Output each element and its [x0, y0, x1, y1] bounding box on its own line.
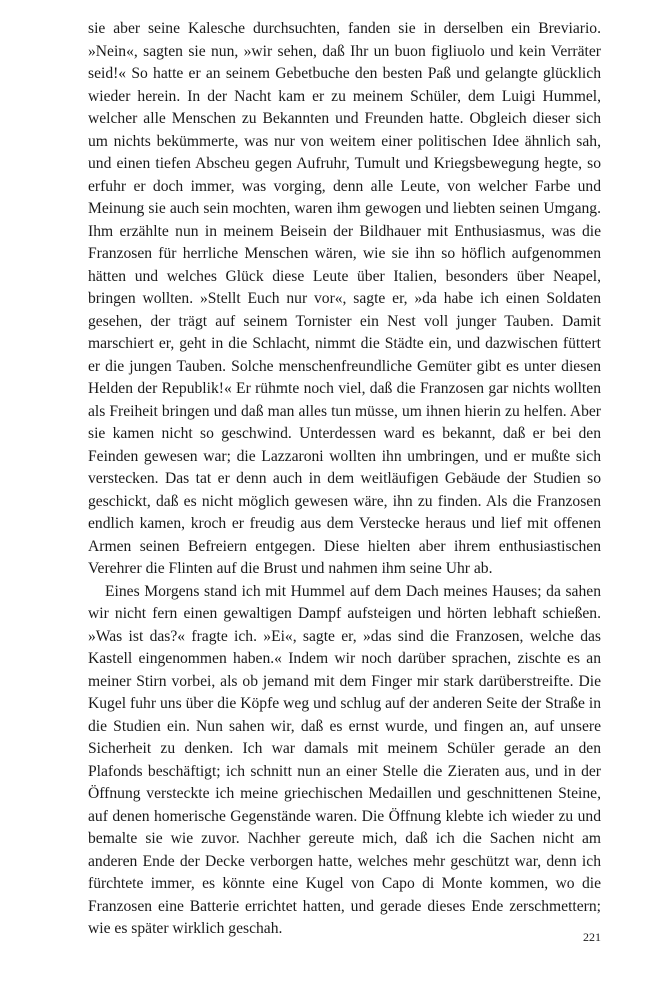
paragraph-2: Eines Morgens stand ich mit Hummel auf dem Dach meines Hauses; da sahen wir nicht fern einen gewaltigen Dampf aufsteigen und hörten lebhaft schießen. »Was ist das?« fragte ich. »Ei«, sagte er, »das sind die Franzosen, welche das Kastell eingenommen haben.« Indem wir noch darüber sprachen, zischte es an meiner Stirn vorbei, als ob jemand mit dem Finger mir stark darüberstreifte. Die Kugel fuhr uns über die Köpfe weg und schlug auf der anderen Seite der Straße in die Studien ein. Nun sahen wir, daß es ernst wurde, und fingen an, auf unsere Sicherheit zu denken. Ich war damals mit meinem Schüler gerade an den Plafonds beschäftigt; ich schnitt nun an einer Stelle die Zieraten aus, und in der Öffnung versteckte ich meine griechischen Medaillen und geschnittenen Steine, auf denen homerische Gegenstände waren. Die Öffnung klebte ich wieder zu und bemalte sie wie zuvor. Nachher gereute mich, daß ich die Sachen nicht am anderen Ende der Decke verborgen hatte, welches mehr geschützt war, denn ich fürchtete immer, es könnte eine Kugel von Capo di Monte kommen, wo die Franzosen eine Batterie errichtet hatten, und gerade dieses Ende zerschmettern; wie es später wirklich geschah.	[88, 582, 601, 937]
page-body	[88, 18, 601, 941]
page-number: 221	[583, 930, 601, 944]
paragraph-1: sie aber seine Kalesche durchsuchten, fanden sie in derselben ein Breviario. »Nein«, sagten sie nun, »wir sehen, daß Ihr un buon figliuolo und kein Verräter seid!« So hatte er an seinem Gebetbuche den besten Paß und gelangte glücklich wieder herein. In der Nacht kam er zu meinem Schüler, dem Luigi Hummel, welcher alle Menschen zu Bekannten und Freunden hatte. Obgleich dieser sich um nichts bekümmerte, was nur von weitem einer politischen Idee ähnlich sah, und einen tiefen Abscheu gegen Aufruhr, Tumult und Kriegsbewegung hegte, so erfuhr er doch immer, was vorging, denn alle Leute, von welcher Farbe und Meinung sie auch sein mochten, waren ihm gewogen und liebten seinen Umgang. Ihm erzählte nun in meinem Beisein der Bildhauer mit Enthusiasmus, was die Franzosen für herrliche Menschen wären, wie sie ihn so höflich aufgenommen hätten und welches Glück diese Leute über Italien, besonders über Neapel, bringen wollten. »Stellt Euch nur vor«, sagte er, »da habe ich einen Soldaten gesehen, der trägt auf seinem Tornister ein Nest voll junger Tauben. Damit marschiert er, geht in die Schlacht, nimmt die Städte ein, und dazwischen füttert er die jungen Tauben. Solche menschenfreundliche Gemüter gibt es unter diesen Helden der Republik!« Er rühmte noch viel, daß die Franzosen gar nichts wollten als Freiheit bringen und daß man alles tun müsse, um ihnen hierin zu helfen. Aber sie kamen nicht so geschwind. Unterdessen ward es bekannt, daß er bei den Feinden gewesen war; die Lazzaroni wollten ihn umbringen, und er mußte sich verstecken. Das tat er denn auch in dem weitläufigen Gebäude der Studien so geschickt, daß es nicht möglich gewesen wäre, ihn zu finden. Als die Franzosen endlich kamen, kroch er freudig aus dem Verstecke heraus und lief mit offenen Armen seinen Befreiern entgegen. Diese hielten aber ihrem enthusiastischen Verehrer die Flinten auf die Brust und nahmen ihm seine Uhr ab.	[88, 20, 601, 577]
